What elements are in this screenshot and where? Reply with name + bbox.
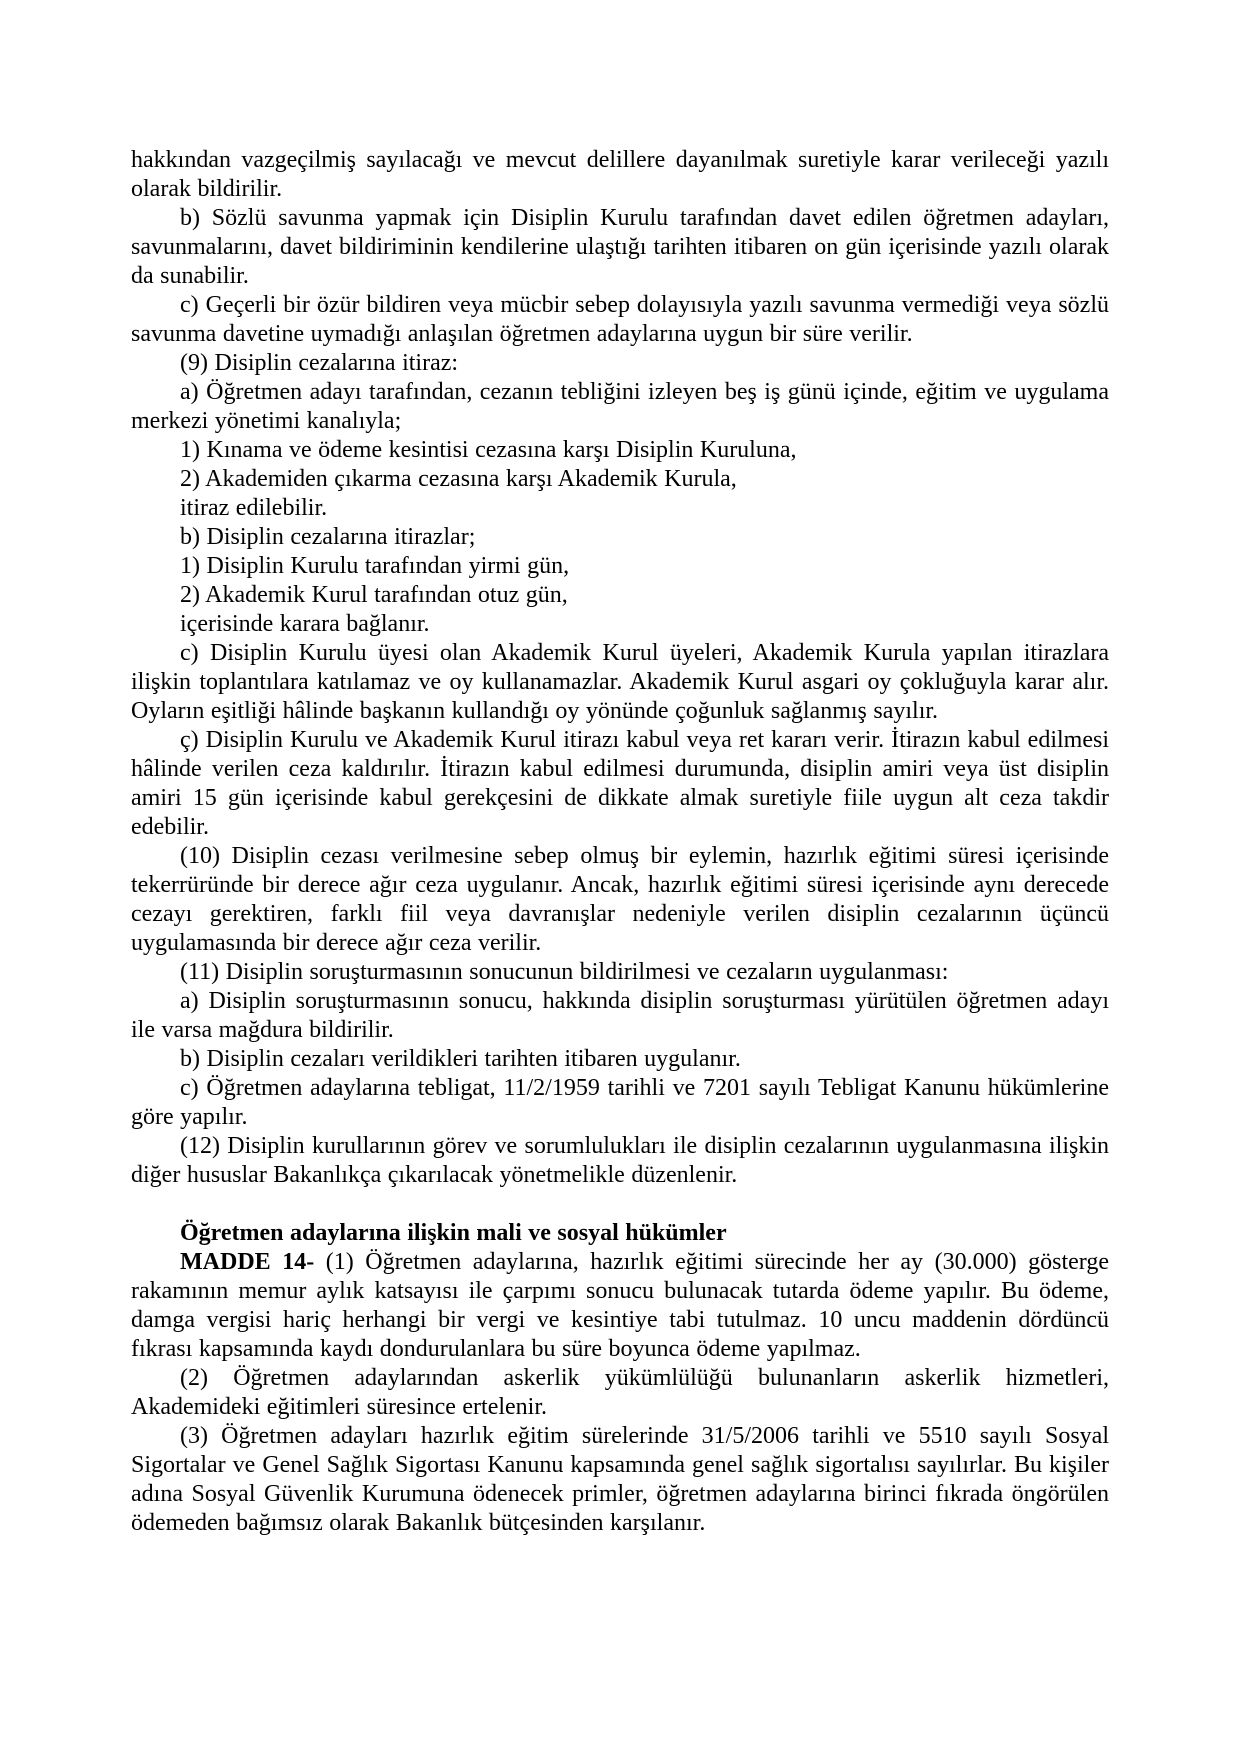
paragraph-madde14-clause-2: (2) Öğretmen adaylarından askerlik yükümlülüğü bulunanların askerlik hizmetleri, Akademideki eğitimleri süresince ertelenir.: [131, 1365, 1109, 1420]
paragraph-item-b-sozlu-savunma: b) Sözlü savunma yapmak için Disiplin Kurulu tarafından davet edilen öğretmen adayları, savunmalarını, davet bildiriminin kendilerine ulaştığı tarihten itibaren on gün içerisinde yazılı olarak da sunabilir.: [131, 205, 1109, 289]
paragraph-continuation: hakkından vazgeçilmiş sayılacağı ve mevcut delillere dayanılmak suretiyle karar verileceği yazılı olarak bildirilir.: [131, 147, 1109, 202]
paragraph-item-b-itirazlar: b) Disiplin cezalarına itirazlar;: [180, 524, 476, 550]
paragraph-item-b-cezalar-uygulanir: b) Disiplin cezaları verildikleri tarihten itibaren uygulanır.: [180, 1046, 741, 1072]
paragraph-item-a-itiraz: a) Öğretmen adayı tarafından, cezanın tebliğini izleyen beş iş günü içinde, eğitim ve uygulama merkezi yönetimi kanalıyla;: [131, 379, 1109, 434]
paragraph-item-cc-itiraz-karari: ç) Disiplin Kurulu ve Akademik Kurul itirazı kabul veya ret kararı verir. İtirazın kabul edilmesi hâlinde verilen ceza kaldırılır. İtirazın kabul edilmesi durumunda, disiplin amiri veya üst disiplin amiri 15 gün içerisinde kabul gerekçesini de dikkate almak suretiyle fiile uygun alt ceza takdir edebilir.: [131, 727, 1109, 840]
madde-14-label: MADDE 14-: [180, 1249, 315, 1275]
paragraph-madde14-clause-3: (3) Öğretmen adayları hazırlık eğitim sürelerinde 31/5/2006 tarihli ve 5510 sayılı Sosyal Sigortalar ve Genel Sağlık Sigortası Kanunu kapsamında genel sağlık sigortalısı sayılırlar. Bu kişiler adına Sosyal Güvenlik Kurumuna ödenecek primler, öğretmen adaylarına birinci fıkrada öngörülen ödemeden bağımsız olarak Bakanlık bütçesinden karşılanır.: [131, 1423, 1109, 1536]
paragraph-subitem-2-akademik-kurul: 2) Akademik Kurul tarafından otuz gün,: [180, 582, 568, 608]
paragraph-itiraz-edilebilir: itiraz edilebilir.: [180, 495, 328, 521]
paragraph-clause-11: (11) Disiplin soruşturmasının sonucunun bildirilmesi ve cezaların uygulanması:: [180, 959, 949, 985]
paragraph-item-c-gecerli-ozur: c) Geçerli bir özür bildiren veya mücbir sebep dolayısıyla yazılı savunma vermediği veya sözlü savunma davetine uymadığı anlaşılan öğretmen adaylarına uygun bir süre verilir.: [131, 292, 1109, 347]
paragraph-karara-baglanir: içerisinde karara bağlanır.: [180, 611, 430, 637]
paragraph-madde-14: [131, 1248, 1109, 1364]
paragraph-clause-12: (12) Disiplin kurullarının görev ve sorumlulukları ile disiplin cezalarının uygulanmasına ilişkin diğer hususlar Bakanlıkça çıkarılacak yönetmelikle düzenlenir.: [131, 1133, 1109, 1188]
paragraph-subitem-1-kinama: 1) Kınama ve ödeme kesintisi cezasına karşı Disiplin Kuruluna,: [180, 437, 797, 463]
paragraph-item-c-tebligat: c) Öğretmen adaylarına tebligat, 11/2/1959 tarihli ve 7201 sayılı Tebligat Kanunu hükümlerine göre yapılır.: [131, 1075, 1109, 1130]
paragraph-item-c-kurul-uyeleri: c) Disiplin Kurulu üyesi olan Akademik Kurul üyeleri, Akademik Kurula yapılan itirazlara ilişkin toplantılara katılamaz ve oy kullanamazlar. Akademik Kurul asgari oy çokluğuyla karar alır. Oyların eşitliği hâlinde başkanın kullandığı oy yönünde çoğunluk sağlanmış sayılır.: [131, 640, 1109, 724]
paragraph-subitem-1-disiplin-kurulu: 1) Disiplin Kurulu tarafından yirmi gün,: [180, 553, 570, 579]
section-heading: Öğretmen adaylarına ilişkin mali ve sosyal hükümler: [180, 1220, 727, 1246]
paragraph-item-a-sorusturma-sonucu: a) Disiplin soruşturmasının sonucu, hakkında disiplin soruşturması yürütülen öğretmen adayı ile varsa mağdura bildirilir.: [131, 988, 1109, 1043]
paragraph-clause-10: (10) Disiplin cezası verilmesine sebep olmuş bir eylemin, hazırlık eğitimi süresi içerisinde tekerrüründe bir derece ağır ceza uygulanır. Ancak, hazırlık eğitimi süresi içerisinde aynı derecede cezayı gerektiren, farklı fiil veya davranışlar nedeniyle verilen disiplin cezalarının üçüncü uygulamasında bir derece ağır ceza verilir.: [131, 843, 1109, 956]
madde-14-body: (1) Öğretmen adaylarına, hazırlık eğitimi sürecinde her ay (30.000) gösterge rakamının memur aylık katsayısı ile çarpımı sonucu bulunacak tutarda ödeme yapılır. Bu ödeme, damga vergisi hariç herhangi bir vergi ve kesintiye tabi tutulmaz. 10 uncu maddenin dördüncü fıkrası kapsamında kaydı dondurulanlara bu süre boyunca ödeme yapılmaz.: [131, 1249, 1109, 1362]
paragraph-clause-9: (9) Disiplin cezalarına itiraz:: [180, 350, 459, 376]
paragraph-subitem-2-akademiden-cikarma: 2) Akademiden çıkarma cezasına karşı Akademik Kurula,: [180, 466, 737, 492]
